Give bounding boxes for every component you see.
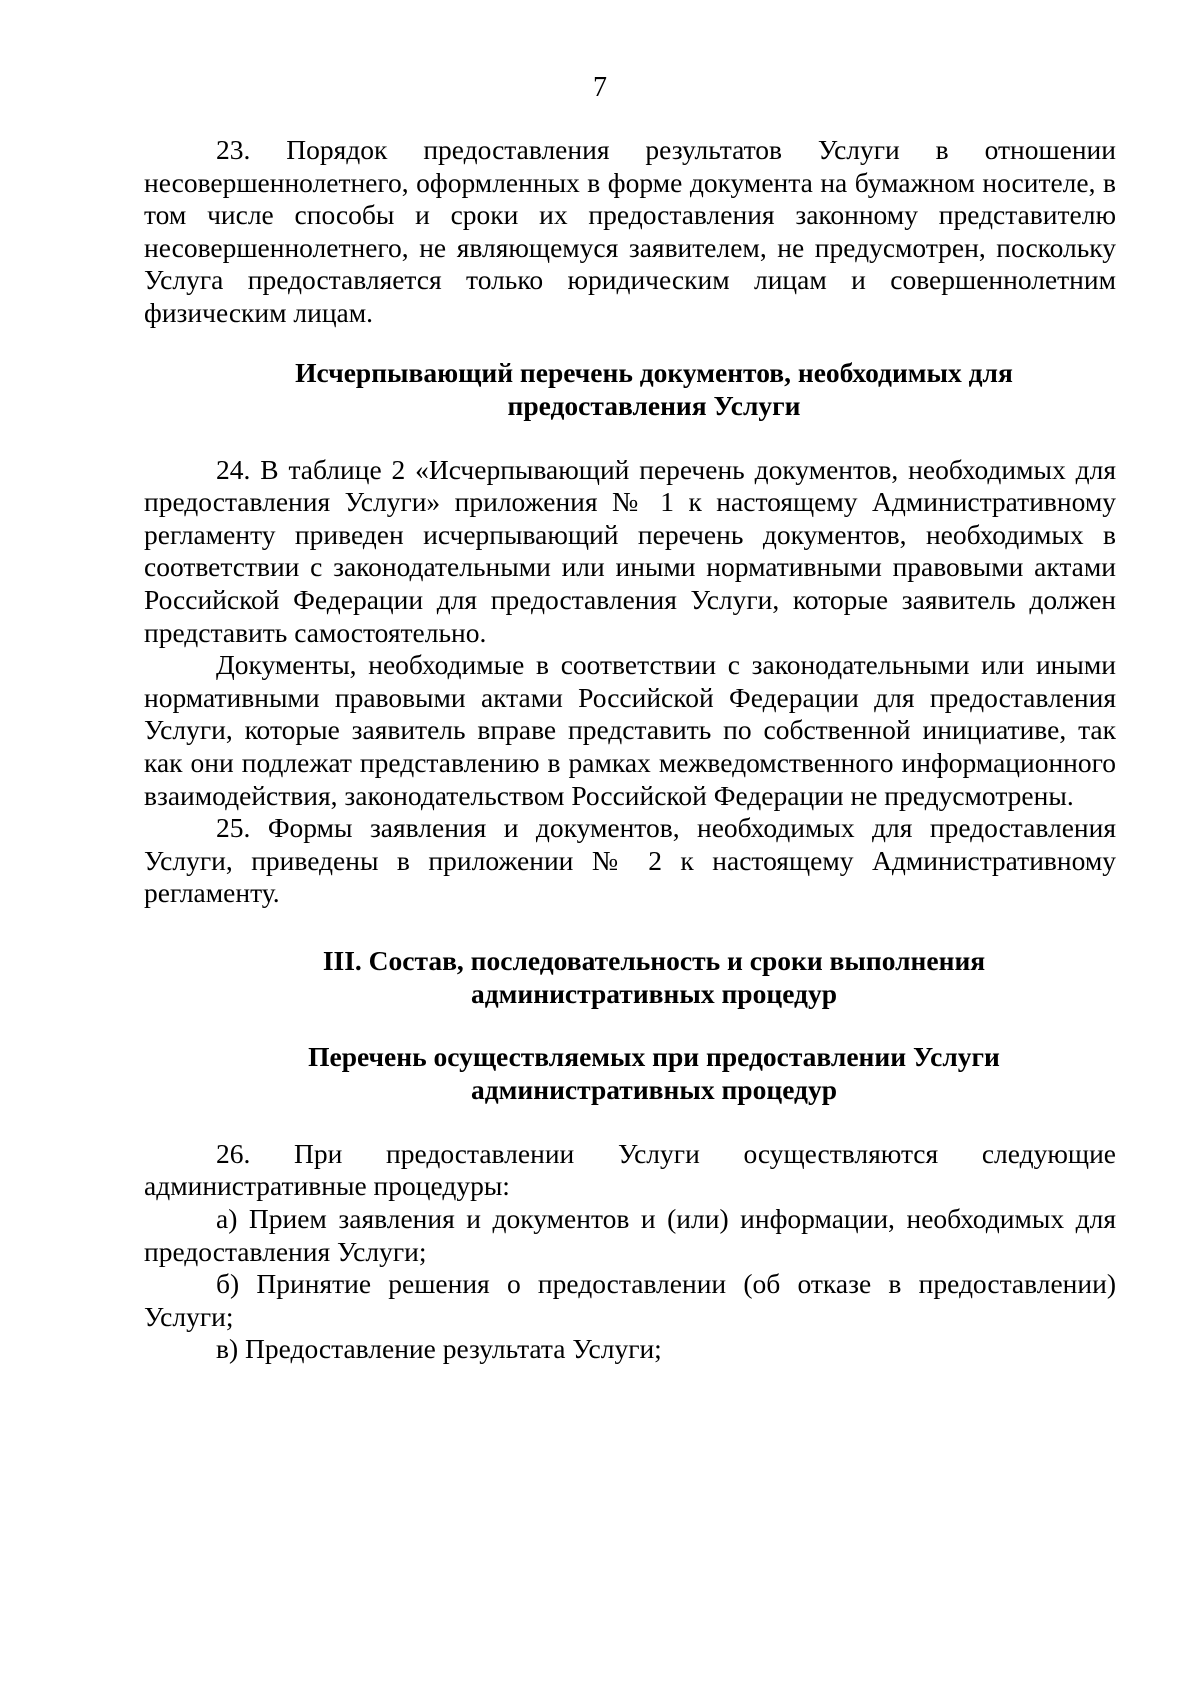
paragraph-23: 23. Порядок предоставления результатов Услуги в отношении несовершеннолетнего, оформленных в форме документа на бумажном носителе, в том числе способы и сроки их предоставления законному представителю несовершеннолетнего, не являющемуся заявителем, не предусмотрен, поскольку Услуга предоставляется только юридическим лицам и совершеннолетним физическим лицам. <box>144 134 1116 328</box>
heading-documents-line2: предоставления Услуги <box>507 389 801 421</box>
heading-section-3-line2: административных процедур <box>471 977 837 1009</box>
heading-section-3 <box>144 944 1116 1010</box>
paragraph-24: 24. В таблице 2 «Исчерпывающий перечень документов, необходимых для предоставления Услуги» приложения № 1 к настоящему Административному регламенту приведен исчерпывающий перечень документов, необходимых в соответствии с законодательными или иными нормативными правовыми актами Российской Федерации для предоставления Услуги, которые заявитель должен представить самостоятельно. <box>144 453 1116 648</box>
page-number: 7 <box>593 72 607 103</box>
heading-procedures-line1: Перечень осуществляемых при предоставлении Услуги <box>308 1040 1000 1072</box>
paragraph-26: 26. При предоставлении Услуги осуществляются следующие административные процедуры: <box>144 1137 1116 1202</box>
heading-documents-line1: Исчерпывающий перечень документов, необходимых для <box>295 356 1013 388</box>
heading-documents <box>144 356 1116 422</box>
heading-section-3-line1: III. Состав, последовательность и сроки выполнения <box>322 944 986 976</box>
heading-procedures-line2: административных процедур <box>471 1073 837 1105</box>
paragraph-25: 25. Формы заявления и документов, необходимых для предоставления Услуги, приведены в приложении № 2 к настоящему Административному регламенту. <box>144 812 1116 909</box>
list-item-a: а) Прием заявления и документов и (или) информации, необходимых для предоставления Услуги; <box>144 1203 1116 1267</box>
heading-procedures <box>144 1040 1116 1106</box>
paragraph-24-documents: Документы, необходимые в соответствии с законодательными или иными нормативными правовыми актами Российской Федерации для предоставления Услуги, которые заявитель вправе представить по собственной инициативе, так как они подлежат представлению в рамках межведомственного информационного взаимодействия, законодательством Российской Федерации не предусмотрены. <box>144 649 1116 811</box>
list-item-c: в) Предоставление результата Услуги; <box>216 1333 662 1365</box>
list-item-b: б) Принятие решения о предоставлении (об отказе в предоставлении) Услуги; <box>144 1268 1116 1332</box>
document-body <box>144 134 1116 1366</box>
